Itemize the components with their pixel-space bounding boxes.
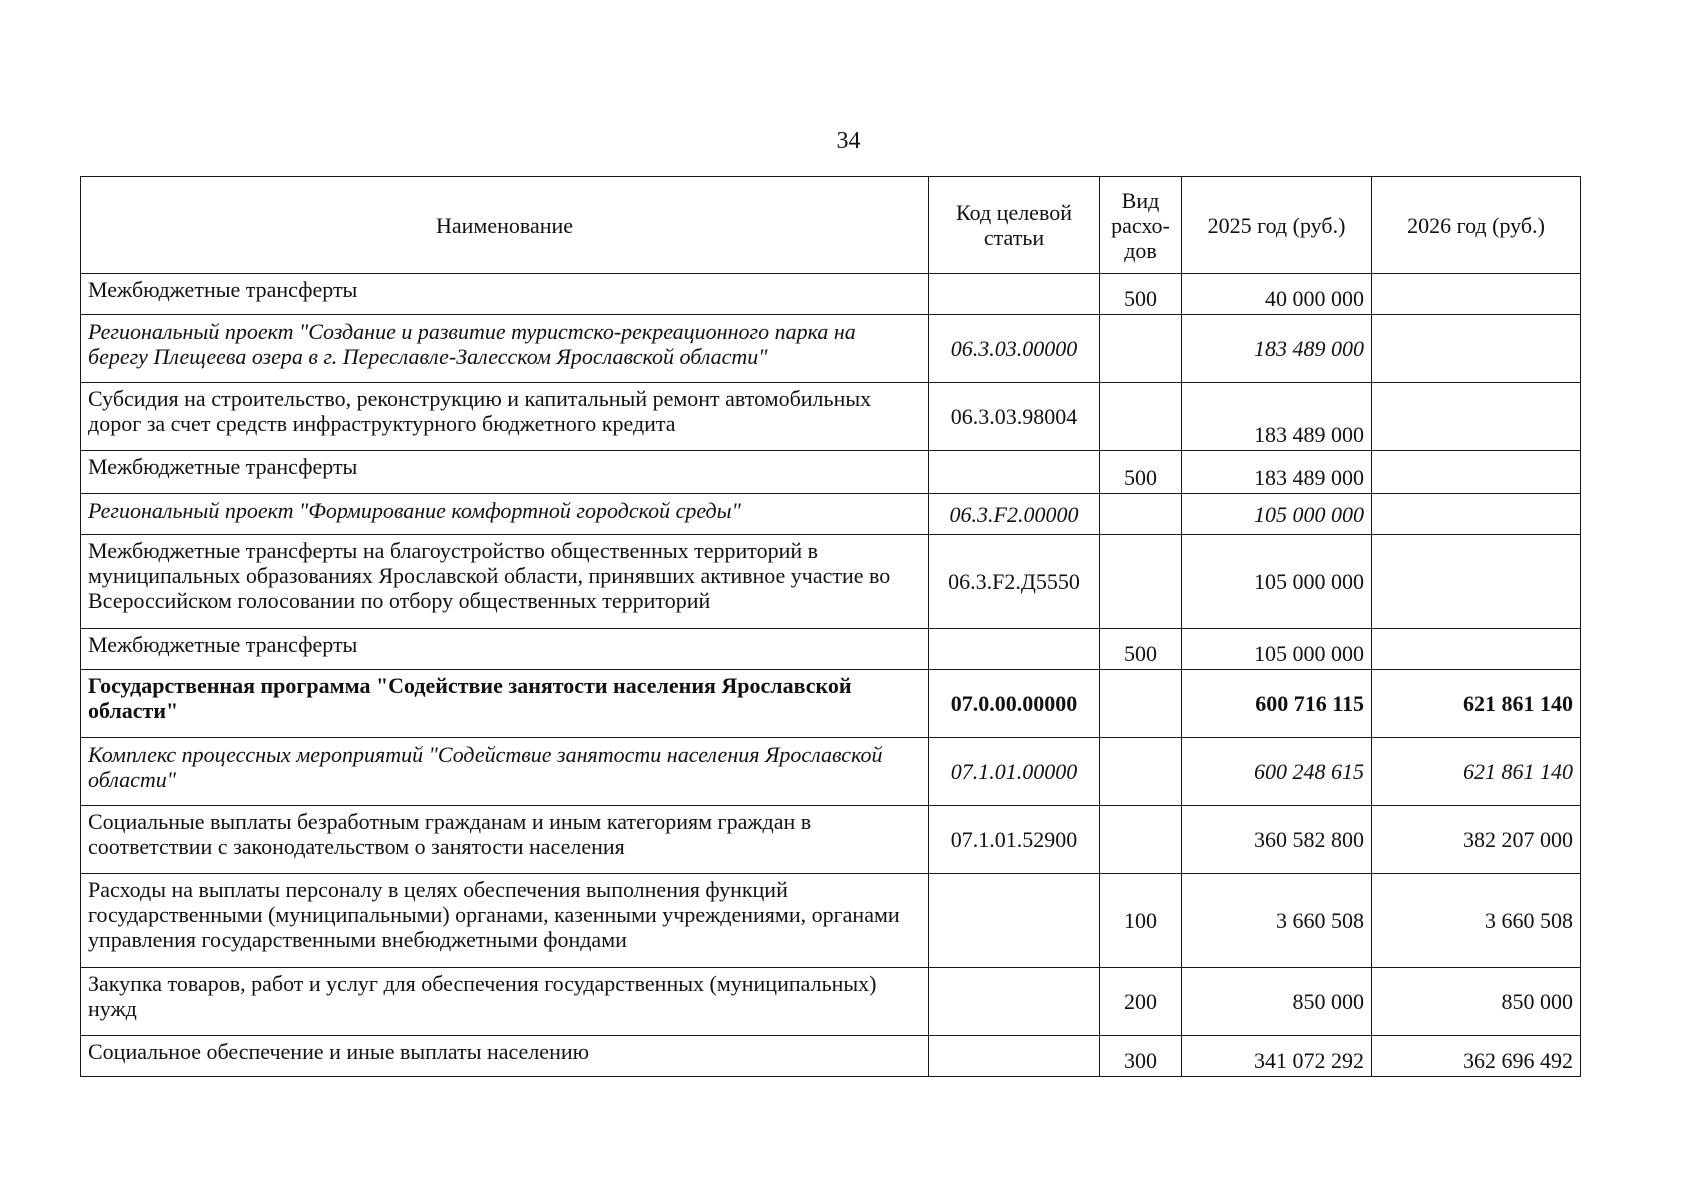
cell-code <box>929 1036 1100 1077</box>
cell-2025: 105 000 000 <box>1182 629 1372 670</box>
cell-code <box>929 874 1100 968</box>
cell-name: Государственная программа "Содействие занятости населения Ярославской области" <box>81 670 929 738</box>
cell-code <box>929 274 1100 315</box>
cell-code <box>929 451 1100 494</box>
cell-name: Субсидия на строительство, реконструкцию и капитальный ремонт автомобильных дорог за счет средств инфраструктурного бюджетного кредита <box>81 383 929 451</box>
cell-name: Региональный проект "Создание и развитие туристско-рекреационного парка на берегу Плещеева озера в г. Переславле-Залесском Ярославской области" <box>81 315 929 383</box>
cell-name: Межбюджетные трансферты на благоустройство общественных территорий в муниципальных образованиях Ярославской области, принявших активное участие во Всероссийском голосовании по отбору общественных территорий <box>81 535 929 629</box>
page-number: 34 <box>836 128 861 154</box>
table-row <box>81 874 1581 968</box>
cell-2026: 362 696 492 <box>1372 1036 1581 1077</box>
cell-type <box>1100 738 1182 806</box>
cell-name: Социальное обеспечение и иные выплаты населению <box>81 1036 929 1077</box>
cell-type: 500 <box>1100 451 1182 494</box>
cell-name: Закупка товаров, работ и услуг для обеспечения государственных (муниципальных) нужд <box>81 968 929 1036</box>
table-row <box>81 535 1581 629</box>
cell-type <box>1100 535 1182 629</box>
cell-code: 07.1.01.00000 <box>929 738 1100 806</box>
cell-2026 <box>1372 629 1581 670</box>
table-header-row <box>81 177 1581 274</box>
table-body <box>81 274 1581 1077</box>
cell-2025: 40 000 000 <box>1182 274 1372 315</box>
cell-2026: 3 660 508 <box>1372 874 1581 968</box>
cell-2025: 600 716 115 <box>1182 670 1372 738</box>
table-row <box>81 806 1581 874</box>
cell-2026 <box>1372 535 1581 629</box>
table-row <box>81 670 1581 738</box>
cell-code <box>929 968 1100 1036</box>
cell-name: Межбюджетные трансферты <box>81 629 929 670</box>
table-row <box>81 968 1581 1036</box>
cell-type <box>1100 494 1182 535</box>
table-row <box>81 1036 1581 1077</box>
cell-name: Расходы на выплаты персоналу в целях обеспечения выполнения функций государственными (муниципальными) органами, казенными учреждениями, органами управления государственными внебюджетными фондами <box>81 874 929 968</box>
budget-table <box>80 176 1581 1077</box>
cell-2025: 183 489 000 <box>1182 451 1372 494</box>
cell-code: 07.1.01.52900 <box>929 806 1100 874</box>
cell-name: Социальные выплаты безработным гражданам и иным категориям граждан в соответствии с законодательством о занятости населения <box>81 806 929 874</box>
cell-2025: 360 582 800 <box>1182 806 1372 874</box>
cell-2025: 3 660 508 <box>1182 874 1372 968</box>
cell-code <box>929 629 1100 670</box>
cell-type: 300 <box>1100 1036 1182 1077</box>
cell-name: Комплекс процессных мероприятий "Содействие занятости населения Ярославской области" <box>81 738 929 806</box>
cell-2026 <box>1372 383 1581 451</box>
table-row <box>81 738 1581 806</box>
cell-2026 <box>1372 451 1581 494</box>
cell-type <box>1100 315 1182 383</box>
cell-name: Региональный проект "Формирование комфортной городской среды" <box>81 494 929 535</box>
cell-2026 <box>1372 274 1581 315</box>
table-row <box>81 494 1581 535</box>
cell-2026: 621 861 140 <box>1372 670 1581 738</box>
cell-code: 07.0.00.00000 <box>929 670 1100 738</box>
cell-code: 06.3.F2.Д5550 <box>929 535 1100 629</box>
cell-2025: 183 489 000 <box>1182 383 1372 451</box>
cell-type <box>1100 383 1182 451</box>
table-row <box>81 629 1581 670</box>
cell-2026 <box>1372 494 1581 535</box>
cell-code: 06.3.03.00000 <box>929 315 1100 383</box>
cell-2025: 600 248 615 <box>1182 738 1372 806</box>
header-code: Код целевой статьи <box>929 177 1100 274</box>
cell-type: 500 <box>1100 274 1182 315</box>
cell-2025: 105 000 000 <box>1182 494 1372 535</box>
header-name: Наименование <box>81 177 929 274</box>
cell-type: 500 <box>1100 629 1182 670</box>
cell-code: 06.3.F2.00000 <box>929 494 1100 535</box>
cell-type: 200 <box>1100 968 1182 1036</box>
cell-2026: 850 000 <box>1372 968 1581 1036</box>
header-type: Вид расхо-дов <box>1100 177 1182 274</box>
table-row <box>81 315 1581 383</box>
cell-2025: 341 072 292 <box>1182 1036 1372 1077</box>
table-row <box>81 383 1581 451</box>
cell-type <box>1100 806 1182 874</box>
header-year-2026: 2026 год (руб.) <box>1372 177 1581 274</box>
cell-2025: 850 000 <box>1182 968 1372 1036</box>
cell-type: 100 <box>1100 874 1182 968</box>
cell-2026 <box>1372 315 1581 383</box>
cell-name: Межбюджетные трансферты <box>81 451 929 494</box>
cell-2026: 621 861 140 <box>1372 738 1581 806</box>
cell-2026: 382 207 000 <box>1372 806 1581 874</box>
cell-name: Межбюджетные трансферты <box>81 274 929 315</box>
table-row <box>81 274 1581 315</box>
table-row <box>81 451 1581 494</box>
header-year-2025: 2025 год (руб.) <box>1182 177 1372 274</box>
cell-type <box>1100 670 1182 738</box>
cell-2025: 105 000 000 <box>1182 535 1372 629</box>
cell-2025: 183 489 000 <box>1182 315 1372 383</box>
cell-code: 06.3.03.98004 <box>929 383 1100 451</box>
